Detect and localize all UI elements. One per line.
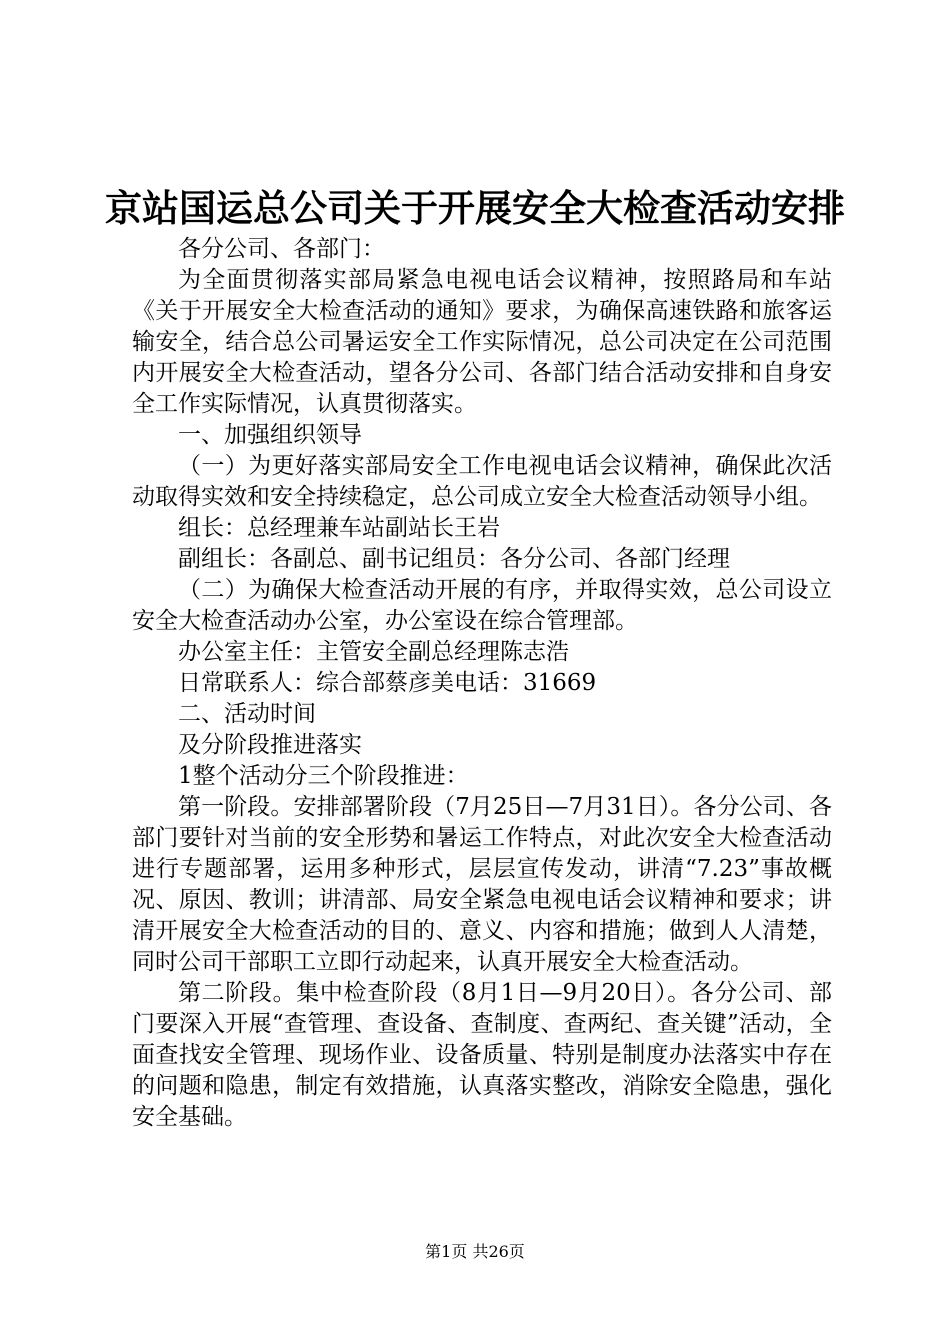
section-heading-1: 一、加强组织领导 xyxy=(178,422,362,448)
phases-intro: 1整个活动分三个阶段推进： xyxy=(178,763,469,789)
page-footer: 第1页 共26页 xyxy=(425,1242,525,1261)
document-body xyxy=(132,234,832,1133)
intro-paragraph: 为全面贯彻落实部局紧急电视电话会议精神，按照路局和车站《关于开展安全大检查活动的通知》要求，为确保高速铁路和旅客运输安全，结合总公司暑运安全工作实际情况，总公司决定在公司范围内开展安全大检查活动，望各分公司、各部门结合活动安排和自身安全工作实际情况，认真贯彻落实。 xyxy=(132,267,832,417)
document-title: 京站国运总公司关于开展安全大检查活动安排 xyxy=(105,186,845,230)
office-director-line: 办公室主任：主管安全副总经理陈志浩 xyxy=(178,639,569,665)
phase-1-paragraph: 第一阶段。安排部署阶段（7月25日—7月31日）。各分公司、各部门要针对当前的安全形势和暑运工作特点，对此次安全大检查活动进行专题部署，运用多种形式，层层宣传发动，讲清“7.23”事故概况、原因、教训；讲清部、局安全紧急电视电话会议精神和要求；讲清开展安全大检查活动的目的、意义、内容和措施；做到人人清楚，同时公司干部职工立即行动起来，认真开展安全大检查活动。 xyxy=(132,794,832,975)
item-1-paragraph: （一）为更好落实部局安全工作电视电话会议精神，确保此次活动取得实效和安全持续稳定，总公司成立安全大检查活动领导小组。 xyxy=(132,453,832,510)
deputy-leader-line: 副组长：各副总、副书记组员：各分公司、各部门经理 xyxy=(178,546,730,572)
item-2-paragraph: （二）为确保大检查活动开展的有序，并取得实效，总公司设立安全大检查活动办公室，办公室设在综合管理部。 xyxy=(132,577,832,634)
section-heading-2-cont: 及分阶段推进落实 xyxy=(178,732,362,758)
salutation: 各分公司、各部门： xyxy=(178,236,385,262)
section-heading-2: 二、活动时间 xyxy=(178,701,316,727)
contact-line: 日常联系人：综合部蔡彦美电话：31669 xyxy=(178,670,597,696)
phase-2-paragraph: 第二阶段。集中检查阶段（8月1日—9月20日）。各分公司、部门要深入开展“查管理、查设备、查制度、查两纪、查关键”活动，全面查找安全管理、现场作业、设备质量、特别是制度办法落实中存在的问题和隐患，制定有效措施，认真落实整改，消除安全隐患，强化安全基础。 xyxy=(132,980,832,1130)
group-leader-line: 组长：总经理兼车站副站长王岩 xyxy=(178,515,500,541)
